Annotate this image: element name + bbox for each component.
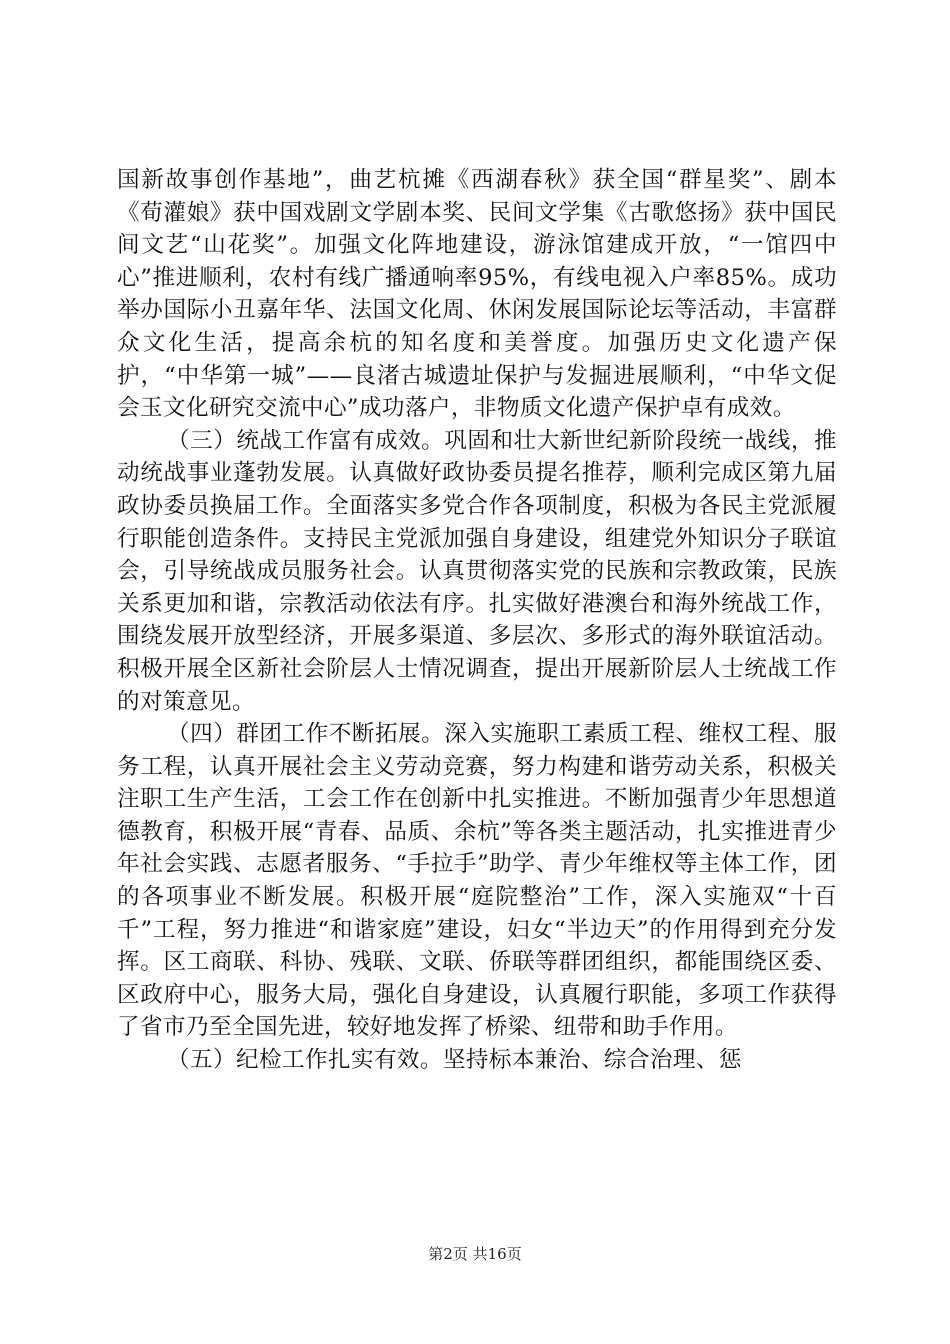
paragraph-united-front: （三）统战工作富有成效。巩固和壮大新世纪新阶段统一战线，推动统战事业蓬勃发展。认真做好政协委员提名推荐，顺利完成区第九届政协委员换届工作。全面落实多党合作各项制度，积极为各民主党派履行职能创造条件。支持民主党派加强自身建设，组建党外知识分子联谊会，引导统战成员服务社会。认真贯彻落实党的民族和宗教政策，民族关系更加和谐，宗教活动依法有序。扎实做好港澳台和海外统战工作，围绕发展开放型经济，开展多渠道、多层次、多形式的海外联谊活动。积极开展全区新社会阶层人士情况调查，提出开展新阶层人士统战工作的对策意见。: [117, 427, 837, 715]
page-footer: 第2页 共16页: [428, 1245, 522, 1263]
paragraph-mass-organizations: （四）群团工作不断拓展。深入实施职工素质工程、维权工程、服务工程，认真开展社会主义劳动竞赛，努力构建和谐劳动关系，积极关注职工生产生活，工会工作在创新中扎实推进。不断加强青少年思想道德教育，积极开展“青春、品质、余杭”等各类主题活动，扎实推进青少年社会实践、志愿者服务、“手拉手”助学、青少年维权等主体工作，团的各项事业不断发展。积极开展“庭院整治”工作，深入实施双“十百千”工程，努力推进“和谐家庭”建设，妇女“半边天”的作用得到充分发挥。区工商联、科协、残联、文联、侨联等群团组织，都能围绕区委、区政府中心，服务大局，强化自身建设，认真履行职能，多项工作获得了省市乃至全国先进，较好地发挥了桥梁、纽带和助手作用。: [117, 721, 837, 1041]
document-body: [117, 164, 837, 1077]
paragraph-culture-continued: 国新故事创作基地”，曲艺杭摊《西湖春秋》获全国“群星奖”、剧本《荀灌娘》获中国戏剧文学剧本奖、民间文学集《古歌悠扬》获中国民间文艺“山花奖”。加强文化阵地建设，游泳馆建成开放，“一馆四中心”推进顺利，农村有线广播通响率95%，有线电视入户率85%。成功举办国际小丑嘉年华、法国文化周、休闲发展国际论坛等活动，丰富群众文化生活，提高余杭的知名度和美誉度。加强历史文化遗产保护，“中华第一城”——良渚古城遗址保护与发掘进展顺利，“中华文促会玉文化研究交流中心”成功落户，非物质文化遗产保护卓有成效。: [117, 167, 837, 422]
paragraph-discipline-inspection: （五）纪检工作扎实有效。坚持标本兼治、综合治理、惩: [167, 1047, 742, 1074]
